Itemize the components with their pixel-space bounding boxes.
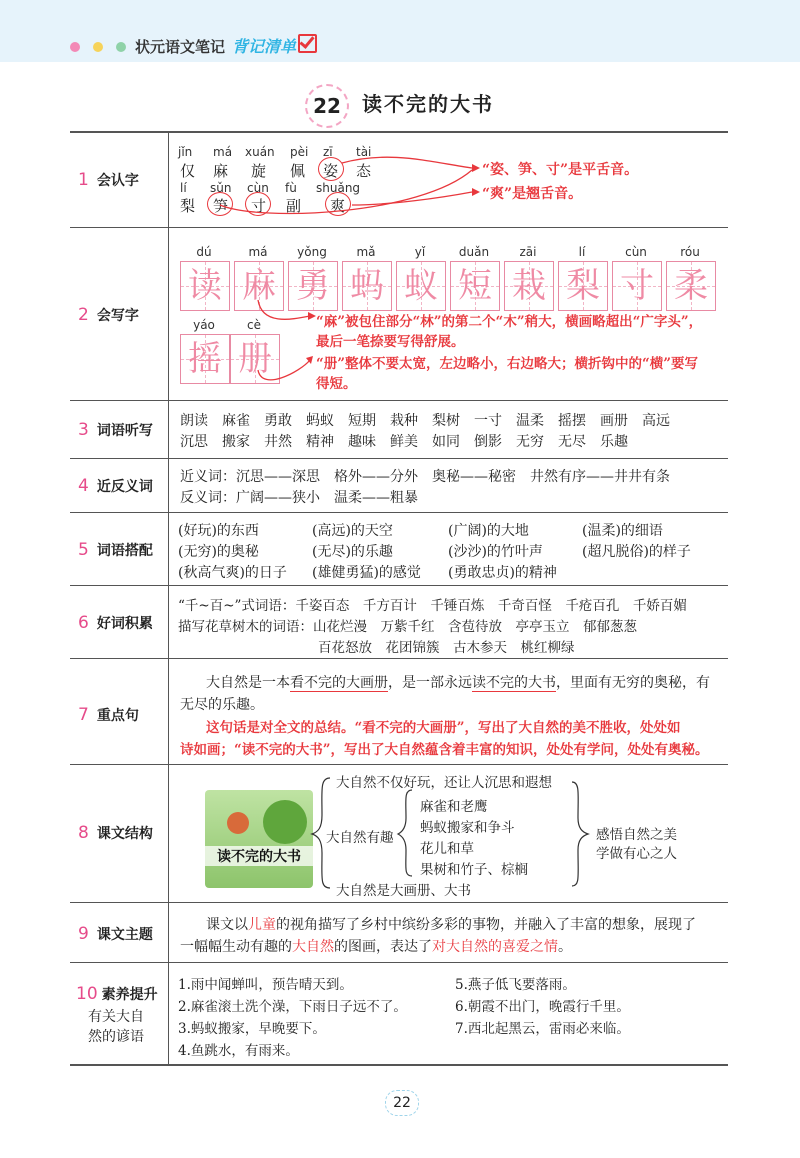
writing-tip: “册”整体不要太宽，左边略小，右边略大；横折钩中的“横”要写 [316,356,699,372]
key-sentence: 大自然是一本看不完的大画册，是一部永远读不完的大书，里面有无穷的奥秘，有 [206,675,710,691]
section-label: 10 素养提升 [76,984,158,1004]
writing-grid-box: 勇 [288,261,338,311]
collocation: (温柔)的细语 [582,523,663,539]
pronunciation-note: “姿、笋、寸”是平舌音。 [482,162,639,178]
word-list: 描写花草树木的词语：山花烂漫 万紫千红 含苞待放 亭亭玉立 郁郁葱葱 [178,619,637,635]
antonym-pairs: 反义词：广阔——狭小 温柔——粗暴 [180,490,418,506]
structure-item: 麻雀和老鹰 [420,799,488,815]
writing-grid-box: 麻 [234,261,284,311]
section-label: 6 好词积累 [78,613,153,633]
sentence-analysis: 这句话是对全文的总结。“看不完的大画册”，写出了大自然的美不胜收，处处如 [206,720,681,736]
writing-grid-box: 寸 [612,261,662,311]
structure-conclusion: 学做有心之人 [596,846,677,862]
writing-grid-box: 读 [180,261,230,311]
section-label: 4 近反义词 [78,476,153,496]
table-bottom-border [70,1064,728,1066]
section-label: 3 词语听写 [78,420,153,440]
pronunciation-note: “爽”是翘舌音。 [482,186,583,202]
collocation: (沙沙)的竹叶声 [448,544,543,560]
structure-item: 果树和竹子、棕榈 [420,862,528,878]
writing-grid-box: 梨 [558,261,608,311]
writing-grid-box: 蚁 [396,261,446,311]
structure-node: 大自然有趣 [326,830,394,846]
writing-grid-box: 册 [230,334,280,384]
proverb: 1.雨中闻蝉叫，预告晴天到。 [178,977,353,993]
collocation: (勇敢忠贞)的精神 [448,565,557,581]
proverb: 4.鱼跳水，有雨来。 [178,1043,299,1059]
lesson-number: 22 [305,84,349,128]
page-number: 22 [385,1090,419,1116]
proverb: 3.蚂蚁搬家，早晚要下。 [178,1021,326,1037]
structure-item: 蚂蚁搬家和争斗 [420,820,515,836]
writing-tip: “麻”被包住部分“林”的第二个“木”稍大，横画略超出“广字头”， [316,314,703,330]
writing-tip: 得短。 [316,376,357,392]
structure-node: 大自然是大画册、大书 [336,883,471,899]
writing-grid-box: 摇 [180,334,230,384]
collocation: (高远)的天空 [312,523,393,539]
collocation: (超凡脱俗)的样子 [582,544,691,560]
section-sublabel: 有关大自 [88,1009,144,1025]
writing-grid-box: 栽 [504,261,554,311]
collocation: (雄健勇猛)的感觉 [312,565,421,581]
collocation: (无尽)的乐趣 [312,544,393,560]
section-label: 7 重点句 [78,705,139,725]
collocation: (无穷)的奥秘 [178,544,259,560]
lesson-title: 读不完的大书 [362,92,494,116]
collocation: (好玩)的东西 [178,523,259,539]
dictation-words: 沉思 搬家 井然 精神 趣味 鲜美 如同 倒影 无穷 无尽 乐趣 [180,434,628,450]
key-sentence: 无尽的乐趣。 [180,697,264,713]
structure-node: 大自然不仅好玩，还让人沉思和遐想 [336,775,552,791]
sentence-analysis: 诗如画；“读不完的大书”，写出了大自然蕴含着丰富的知识，处处有学问，处处有奥秘。 [180,742,709,758]
proverb: 5.燕子低飞要落雨。 [455,977,576,993]
series-title: 状元语文笔记 [135,38,226,56]
word-list: 百花怒放 花团锦簇 古木参天 桃红柳绿 [318,640,575,656]
proverb: 2.麻雀滚土洗个澡，下雨日子远不了。 [178,999,407,1015]
section-label: 5 词语搭配 [78,540,153,560]
section-sublabel: 然的谚语 [88,1029,144,1045]
writing-grid-box: 柔 [666,261,716,311]
lesson-illustration: 读不完的大书 [205,790,313,888]
proverb: 6.朝霞不出门，晚霞行千里。 [455,999,630,1015]
collocation: (秋高气爽)的日子 [178,565,287,581]
section-label: 8 课文结构 [78,823,153,843]
writing-grid-box: 短 [450,261,500,311]
theme-text: 课文以儿童的视角描写了乡村中缤纷多彩的事物，并融入了丰富的想象，展现了 [206,917,696,933]
writing-grid-box: 蚂 [342,261,392,311]
writing-tip: 最后一笔捺要写得舒展。 [316,334,465,350]
section-label: 9 课文主题 [78,924,153,944]
section-label: 2 会写字 [78,305,139,325]
theme-text: 一幅幅生动有趣的大自然的图画，表达了对大自然的喜爱之情。 [180,939,572,955]
collocation: (广阔)的大地 [448,523,529,539]
structure-conclusion: 感悟自然之美 [596,827,677,843]
dictation-words: 朗读 麻雀 勇敢 蚂蚁 短期 栽种 梨树 一寸 温柔 摇摆 画册 高远 [180,413,670,429]
checklist-badge: 背记清单 [232,37,297,56]
proverb: 7.西北起黑云，雷雨必来临。 [455,1021,630,1037]
word-list: “千~百~”式词语：千姿百态 千方百计 千锤百炼 千奇百怪 千疮百孔 千娇百媚 [178,598,687,614]
structure-item: 花儿和草 [420,841,474,857]
synonym-pairs: 近义词：沉思——深思 格外——分外 奥秘——秘密 井然有序——井井有条 [180,469,670,485]
section-label: 1 会认字 [78,170,139,190]
